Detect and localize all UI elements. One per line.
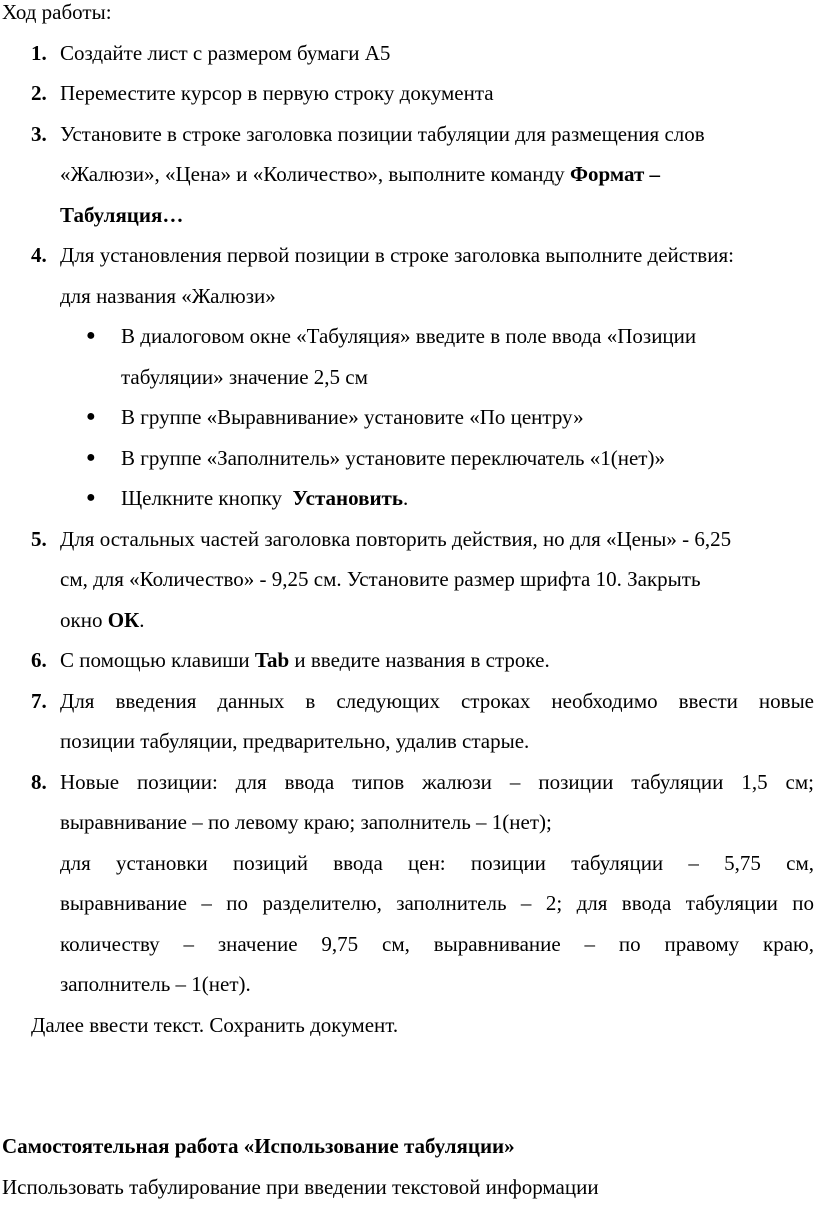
button-name: ОК — [108, 608, 140, 632]
list-item — [0, 640, 816, 681]
step-number: 3. — [31, 114, 47, 155]
bullet-item — [60, 478, 814, 519]
bullet-text-part: Щелкните кнопку — [121, 486, 287, 510]
section-heading: Ход работы: — [0, 0, 816, 33]
bullet-item — [60, 397, 814, 438]
step-text: выравнивание – по левому краю; заполнитель – 1(нет); — [60, 802, 814, 843]
step-text: Создайте лист с размером бумаги А5 — [60, 33, 814, 74]
step-text: выравнивание – по разделителю, заполнитель – 2; для ввода табуляции по — [60, 883, 814, 924]
step-number: 4. — [31, 235, 47, 276]
bullet-item — [60, 316, 814, 397]
step-text: количеству – значение 9,75 см, выравнивание – по правому краю, — [60, 924, 814, 965]
list-item — [0, 681, 816, 762]
step-text-part: и введите названия в строке. — [289, 648, 550, 672]
step-text: Установите в строке заголовка позиции табуляции для размещения слов — [60, 114, 814, 155]
step-text: заполнитель – 1(нет). — [60, 964, 814, 1005]
task-title: Самостоятельная работа «Использование табуляции» — [0, 1126, 816, 1167]
closing-instruction: Далее ввести текст. Сохранить документ. — [0, 1005, 816, 1046]
step-number: 6. — [31, 640, 47, 681]
bullet-text: В диалоговом окне «Табуляция» введите в поле ввода «Позиции — [121, 316, 814, 357]
bullet-text — [121, 478, 814, 519]
step-number: 5. — [31, 519, 47, 560]
key-name: Tab — [255, 648, 289, 672]
step-text-part: «Жалюзи», «Цена» и «Количество», выполните команду — [60, 162, 570, 186]
bullet-dot-icon: ● — [86, 478, 96, 519]
step-text: Новые позиции: для ввода типов жалюзи – позиции табуляции 1,5 см; — [60, 762, 814, 803]
step-text: Для введения данных в следующих строках необходимо ввести новые — [60, 681, 814, 722]
bullet-text: В группе «Выравнивание» установите «По центру» — [121, 397, 814, 438]
spacer — [0, 1045, 816, 1126]
step-text — [60, 154, 814, 195]
bullet-text-end: . — [403, 486, 408, 510]
bullet-text: табуляции» значение 2,5 см — [121, 357, 814, 398]
step-text: Переместите курсор в первую строку документа — [60, 73, 814, 114]
list-item — [0, 762, 816, 1005]
step-text — [60, 195, 814, 236]
step-text: для названия «Жалюзи» — [60, 276, 814, 317]
step-text: Для установления первой позиции в строке заголовка выполните действия: — [60, 235, 814, 276]
steps-list — [0, 33, 816, 1005]
command-name: Табуляция… — [60, 203, 183, 227]
step-text: позиции табуляции, предварительно, удалив старые. — [60, 721, 814, 762]
step-text-part: С помощью клавиши — [60, 648, 255, 672]
step-number: 1. — [31, 33, 47, 74]
list-item — [0, 235, 816, 519]
bullet-dot-icon: ● — [86, 316, 96, 357]
list-item — [0, 519, 816, 641]
task-text: Использовать табулирование при введении текстовой информации — [0, 1167, 816, 1207]
step-text — [60, 640, 814, 681]
step-number: 7. — [31, 681, 47, 722]
step-number: 2. — [31, 73, 47, 114]
step-text: см, для «Количество» - 9,25 см. Установите размер шрифта 10. Закрыть — [60, 559, 814, 600]
bullet-dot-icon: ● — [86, 397, 96, 438]
step-text-part: окно — [60, 608, 108, 632]
list-item — [0, 73, 816, 114]
step-text-end: . — [139, 608, 144, 632]
bullet-dot-icon: ● — [86, 438, 96, 479]
step-number: 8. — [31, 762, 47, 803]
list-item — [0, 33, 816, 74]
step-text: Для остальных частей заголовка повторить действия, но для «Цены» - 6,25 — [60, 519, 814, 560]
step-text: для установки позиций ввода цен: позиции табуляции – 5,75 см, — [60, 843, 814, 884]
button-name: Установить — [293, 486, 403, 510]
command-name: Формат – — [570, 162, 660, 186]
bullet-item — [60, 438, 814, 479]
list-item — [0, 114, 816, 236]
bullet-list — [60, 316, 814, 519]
step-text — [60, 600, 814, 641]
bullet-text: В группе «Заполнитель» установите переключатель «1(нет)» — [121, 438, 814, 479]
